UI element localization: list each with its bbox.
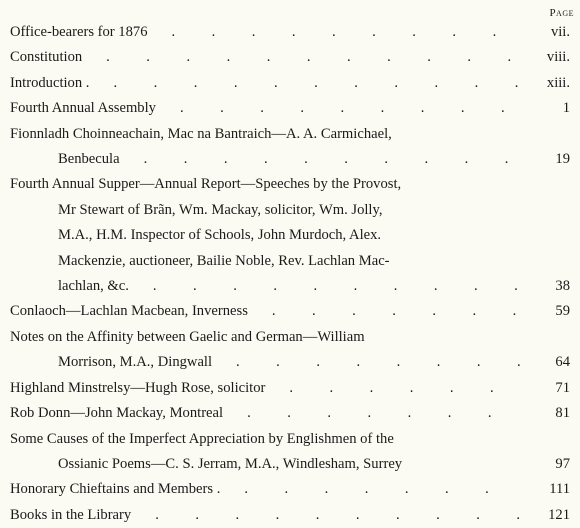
entry-title-line: Fourth Annual Supper—Annual Report—Speeches by the Provost, — [10, 176, 402, 193]
contents-entry — [10, 477, 570, 502]
contents-entry — [10, 325, 570, 376]
entry-page-number: 19 — [555, 151, 570, 168]
entry-page-number: 121 — [548, 506, 570, 523]
entry-title-line: Constitution . — [10, 45, 522, 70]
entry-title-line: Fionnladh Choinneachain, Mac na Bantraich—A. A. Carmichael, — [10, 125, 392, 142]
entry-page-number: 59 — [555, 303, 570, 320]
entry-title-line: Highland Minstrelsy—Hugh Rose, solicitor . — [10, 376, 522, 401]
page-column-header: Page — [549, 7, 574, 19]
entry-page-number: 97 — [555, 455, 570, 472]
entry-page-number: 71 — [555, 379, 570, 396]
entry-title-line: Rob Donn—John Mackay, Montreal . — [10, 401, 522, 426]
entry-title-line: Mr Stewart of Brãn, Wm. Mackay, solicitor, Wm. Jolly, — [58, 201, 383, 218]
contents-entry — [10, 299, 570, 324]
entry-title-line: Ossianic Poems—C. S. Jerram, M.A., Windlesham, Surrey — [58, 455, 403, 472]
entry-page-number: viii. — [546, 49, 570, 66]
entry-title-line: Fourth Annual Assembly . — [10, 96, 522, 121]
entry-title-line: Benbecula . — [10, 147, 522, 172]
entry-page-number: 64 — [555, 354, 570, 371]
entry-title-line: Introduction . . — [10, 71, 522, 96]
contents-entry — [10, 172, 570, 299]
entry-title-line: M.A., H.M. Inspector of Schools, John Murdoch, Alex. — [58, 227, 382, 244]
contents-entry — [10, 503, 570, 528]
entry-title-line: Some Causes of the Imperfect Appreciation by Englishmen of the — [10, 430, 394, 447]
contents-entry — [10, 96, 570, 121]
entry-title-line: Office-bearers for 1876 . — [10, 20, 522, 45]
entry-page-number: 1 — [562, 100, 570, 117]
entry-title-line: Honorary Chieftains and Members . . — [10, 477, 522, 502]
entry-page-number: vii. — [550, 24, 570, 40]
contents-entry — [10, 71, 570, 96]
contents-entry — [10, 401, 570, 426]
contents-list — [10, 20, 570, 528]
entry-page-number: xiii. — [546, 74, 570, 91]
entry-title-line: Books in the Library . — [10, 503, 522, 528]
entry-title-line: Mackenzie, auctioneer, Bailie Noble, Rev. Lachlan Mac- — [58, 252, 390, 269]
contents-entry — [10, 376, 570, 401]
entry-title-line: Morrison, M.A., Dingwall . — [10, 350, 522, 375]
entry-title-line: lachlan, &c. . — [10, 274, 522, 299]
entry-page-number: 38 — [555, 278, 570, 295]
contents-entry — [10, 122, 570, 173]
contents-entry — [10, 20, 570, 45]
contents-entry — [10, 45, 570, 70]
entry-title-line: Conlaoch—Lachlan Macbean, Inverness . — [10, 299, 522, 324]
entry-page-number: 81 — [555, 405, 570, 422]
entry-page-number: 111 — [549, 481, 570, 498]
entry-title-line: Notes on the Affinity between Gaelic and German—William — [10, 328, 365, 345]
contents-entry — [10, 427, 570, 478]
